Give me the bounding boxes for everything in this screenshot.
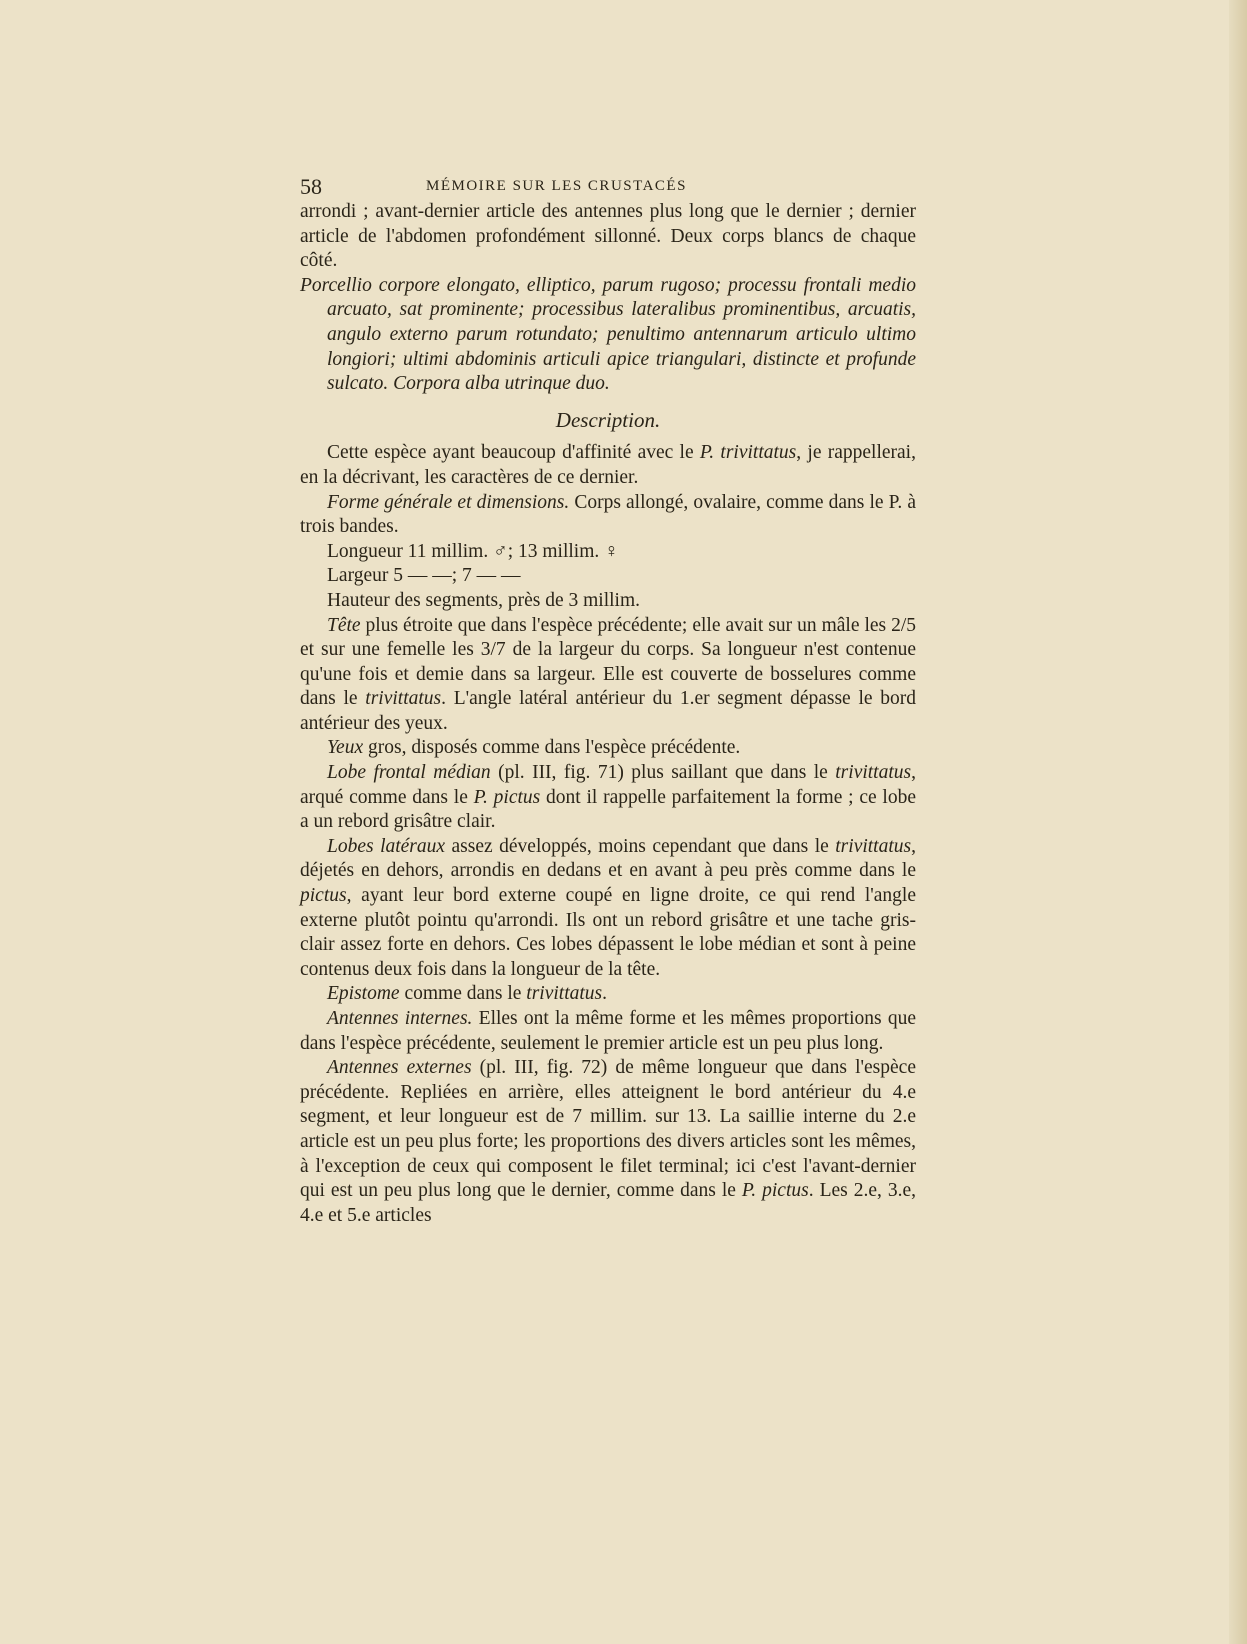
italic-text: trivittatus [835, 835, 912, 857]
measurement-height: Hauteur des segments, près de 3 millim. [327, 589, 641, 611]
italic-text: trivittatus [526, 983, 603, 1005]
paragraph [300, 200, 916, 274]
text: arrondi ; avant-dernier article des antennes plus long que le dernier ; dernier article de l'abdomen profondément sillonné. Deux corps blancs de chaque côté. [300, 201, 916, 272]
page-number: 58 [300, 174, 322, 199]
italic-text: Antennes internes. [327, 1008, 473, 1029]
text: , arqué comme dans le [300, 762, 916, 808]
text: . Les 2.e, 3.e, 4.e et 5.e articles [300, 1180, 917, 1226]
italic-text: trivittatus [835, 762, 912, 784]
page-body [300, 200, 916, 1228]
paragraph [300, 614, 916, 737]
paragraph [300, 835, 916, 983]
italic-text: Tête [327, 614, 361, 636]
text: comme dans le [399, 983, 527, 1005]
page-edge [1229, 0, 1247, 1644]
running-title: MÉMOIRE SUR LES CRUSTACÉS [426, 178, 687, 194]
text: . L'angle latéral antérieur du 1.er segment dépasse le bord antérieur des yeux. [300, 688, 916, 734]
italic-text: P. pictus [741, 1180, 809, 1202]
paragraph [300, 761, 916, 835]
text: gros, disposés comme dans l'espèce précédente. [363, 737, 741, 759]
paragraph [300, 736, 916, 761]
paragraph [300, 1056, 916, 1228]
latin-text: Porcellio corpore elongato, elliptico, parum rugoso; processu frontali medio arcuato, sat prominente; processibus lateralibus prominentibus, arcuatis, angulo externo parum rotundato; penultimo antennarum articulo ultimo longiori; ultimi abdominis articuli apice triangulari, distincte et profunde sulcato. Corpora alba utrinque duo. [300, 274, 916, 395]
text: assez développés, moins cependant que dans le [445, 835, 836, 857]
paragraph [300, 441, 916, 490]
text: (pl. III, fig. 72) de même longueur que dans l'espèce précédente. Repliées en arrière, elles atteignent le bord antérieur du 4.e segment, et leur longueur est de 7 millim. sur 13. La saillie interne du 2.e article est un peu plus forte; les proportions des divers articles sont les mêmes, à l'exception de ceux qui composent le filet terminal; ici c'est l'avant-dernier qui est un peu plus long que le dernier, comme dans le [300, 1057, 916, 1202]
paragraph [300, 491, 916, 540]
italic-text: Forme générale et dimensions. [327, 491, 570, 513]
latin-diagnosis [300, 274, 916, 397]
italic-text: P. trivittatus [699, 442, 797, 464]
italic-text: P. pictus [473, 786, 541, 808]
text: Corps allongé, ovalaire, comme dans le P. à trois bandes. [300, 491, 916, 538]
text: . [602, 983, 608, 1005]
measurement-length: Longueur 11 millim. ♂; 13 millim. ♀ [327, 540, 619, 562]
italic-text: Yeux [327, 737, 364, 759]
measurement-width: Largeur 5 — —; 7 — — [327, 565, 521, 587]
text: , je rappellerai, en la décrivant, les caractères de ce dernier. [300, 442, 916, 488]
italic-text: Lobes latéraux [327, 835, 446, 857]
text: dont il rappelle parfaitement la forme ; ce lobe a un rebord grisâtre clair. [300, 786, 917, 833]
italic-text: Epistome [327, 983, 400, 1005]
text: Elles ont la même forme et les mêmes proportions que dans l'espèce précédente, seulement le premier article est un peu plus long. [300, 1008, 916, 1054]
page-header [300, 174, 900, 198]
italic-text: Lobe frontal médian [327, 762, 491, 784]
paragraph [300, 982, 916, 1007]
section-title: Description. [555, 407, 661, 432]
text: plus étroite que dans l'espèce précédente; elle avait sur un mâle les 2/5 et sur une femelle les 3/7 de la largeur du corps. Sa longueur n'est contenue qu'une fois et demie dans sa largeur. Elle est couverte de bosselures comme dans le [300, 614, 916, 710]
text: , déjetés en dehors, arrondis en dedans et en avant à peu près comme dans le [300, 835, 916, 882]
italic-text: Antennes externes [327, 1057, 472, 1079]
italic-text: pictus [300, 885, 347, 907]
text: (pl. III, fig. 71) plus saillant que dans le [490, 762, 836, 784]
text: , ayant leur bord externe coupé en ligne droite, ce qui rend l'angle externe plutôt pointu qu'arrondi. Ils ont un rebord grisâtre et une tache gris-clair assez forte en dehors. Ces lobes dépassent le lobe médian et sont à peine contenus deux fois dans la longueur de la tête. [300, 885, 916, 980]
paragraph [300, 1007, 916, 1056]
text: Cette espèce ayant beaucoup d'affinité avec le [327, 442, 700, 464]
italic-text: trivittatus [365, 688, 442, 710]
